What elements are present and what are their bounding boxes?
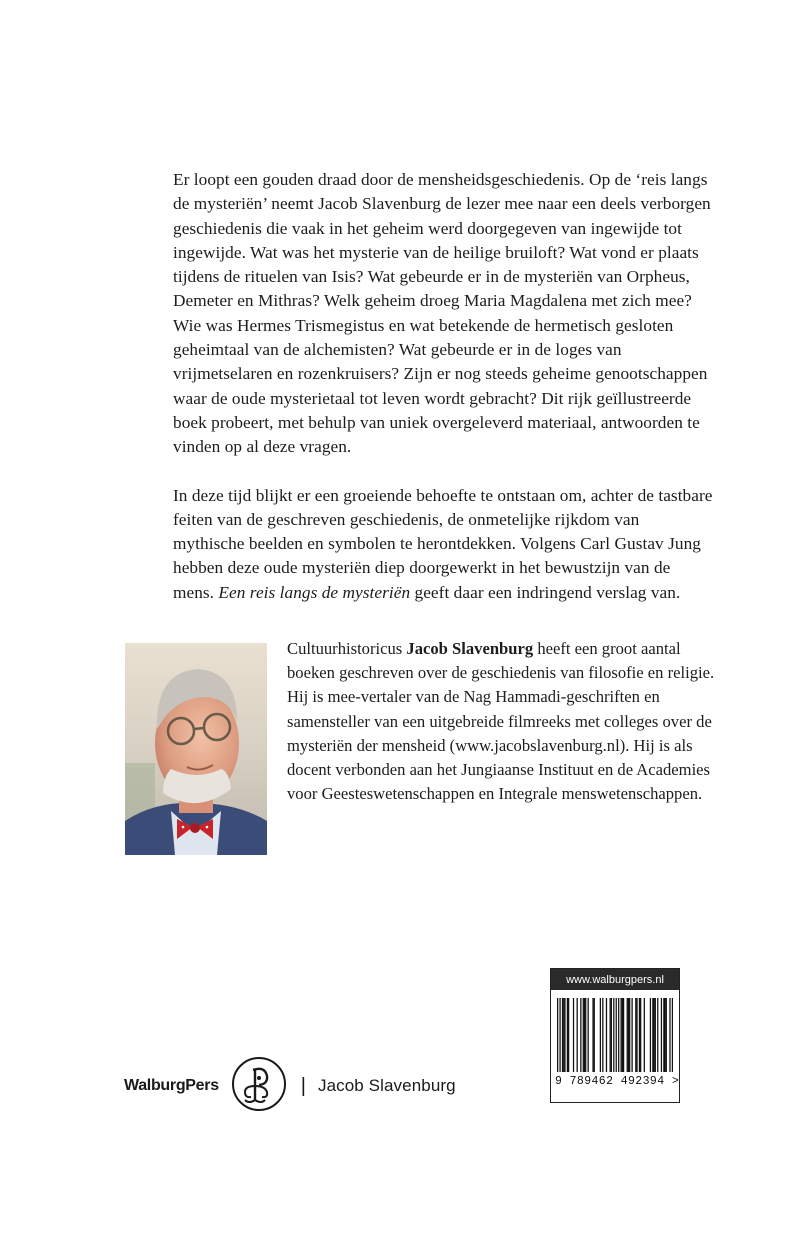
barcode-bar (623, 998, 624, 1072)
barcode-bars (557, 998, 673, 1072)
barcode-bar (606, 998, 607, 1072)
barcode-bar (594, 998, 595, 1072)
barcode-bar (650, 998, 651, 1072)
barcode-bar (568, 998, 569, 1072)
barcode-bar (562, 998, 563, 1072)
publisher-author-name: Jacob Slavenburg (318, 1076, 456, 1095)
barcode-bar (636, 998, 637, 1072)
barcode-bar (577, 998, 578, 1072)
barcode-bar (567, 998, 568, 1072)
barcode-bar (557, 998, 558, 1072)
barcode-bar (583, 998, 584, 1072)
publisher-url: www.walburgpers.nl (551, 969, 679, 990)
author-portrait-illustration (125, 643, 267, 855)
barcode-bar (635, 998, 636, 1072)
barcode-bar (564, 998, 565, 1072)
barcode-bar (610, 998, 611, 1072)
book-title-italic: Een reis langs de mysteriën (218, 582, 411, 602)
barcode-bar (611, 998, 612, 1072)
barcode-bar (669, 998, 670, 1072)
barcode-bar (588, 998, 589, 1072)
publisher-separator: | (300, 1074, 306, 1097)
barcode-bar (580, 998, 581, 1072)
barcode-bar (622, 998, 623, 1072)
blurb-paragraph-2-start: In deze tijd blijkt er een groeiende behoefte te ontstaan om, achter de tastbare feiten van de geschreven geschiedenis, de onmetelijke rijkdom van mythische beelden en symbolen te herontdekken. Volgens Carl Gustav Jung hebben deze oude mysteriën diep doorgewerkt in het bewustzijn van de mens. (173, 485, 713, 602)
author-bio (287, 637, 717, 806)
barcode-bar (620, 998, 621, 1072)
barcode-bar (640, 998, 641, 1072)
barcode-bar (663, 998, 664, 1072)
barcode-bar (613, 998, 614, 1072)
ornamental-p-monogram-icon (231, 1056, 287, 1117)
blurb-paragraph-2-end: geeft daar een indringend verslag van. (410, 582, 681, 602)
barcode-bar (672, 998, 673, 1072)
blurb-paragraph-1: Er loopt een gouden draad door de mensheidsgeschiedenis. Op de ‘reis langs de mysteriën’ neemt Jacob Slavenburg de lezer mee naar een deels verborgen geschiedenis die vaak in het geheim werd doorgegeven van ingewijde tot ingewijde. Wat was het mysterie van de heilige bruiloft? Wat vond er plaats tijdens de rituelen van Isis? Wat gebeurde er in de mysteriën van Orpheus, Demeter en Mithras? Welk geheim droeg Maria Magdalena met zich mee? Wie was Hermes Trismegistus en wat betekende de hermetisch gesloten geheimtaal van de alchemisten? Wat gebeurde er in de loges van vrijmetselaren en rozenkruisers? Zijn er nog steeds geheime genootschappen waar de oude mysterietaal tot leven wordt gebracht? Dit rijk geïllustreerde boek probeert, met behulp van uniek overgeleverd materiaal, antwoorden te vinden op al deze vragen. (173, 170, 711, 457)
barcode-bar (616, 998, 617, 1072)
barcode-bar (664, 998, 665, 1072)
author-bio-rest: heeft een groot aantal boeken geschreven over de geschiedenis van filosofie en religie. Hij is mee-vertaler van de Nag Hammadi-geschriften en samensteller van een uitgebreide filmreeks met colleges over de mysteriën der mensheid (www.jacobslavenburg.nl). Hij is als docent verbonden aan het Jungiaanse Instituut en de Academies voor Geesteswetenschappen en Integrale menswetenschappen. (287, 639, 715, 804)
barcode-bar (563, 998, 564, 1072)
author-bio-prefix: Cultuurhistoricus (287, 639, 407, 658)
barcode-bar (618, 998, 619, 1072)
barcode-bar (629, 998, 630, 1072)
barcode-bar (639, 998, 640, 1072)
barcode-bar (559, 998, 560, 1072)
barcode-bar (585, 998, 586, 1072)
barcode-bar (652, 998, 653, 1072)
back-cover-blurb (173, 168, 713, 605)
barcode-bar (653, 998, 654, 1072)
blurb-paragraph-2 (173, 484, 713, 605)
barcode-bar (661, 998, 662, 1072)
author-photo (125, 643, 267, 855)
isbn-digits: 9 789462 492394 > (555, 1075, 680, 1088)
barcode-bar (602, 998, 603, 1072)
barcode-bar (627, 998, 628, 1072)
barcode-bar (657, 998, 658, 1072)
barcode-bar (655, 998, 656, 1072)
barcode-bar (584, 998, 585, 1072)
isbn-barcode-box (550, 968, 680, 1103)
barcode-bar (666, 998, 667, 1072)
barcode-bar (631, 998, 632, 1072)
publisher-name: WalburgPers (124, 1077, 219, 1094)
barcode-bar (600, 998, 601, 1072)
barcode-bar (644, 998, 645, 1072)
author-name: Jacob Slavenburg (406, 639, 534, 658)
barcode-bar (592, 998, 593, 1072)
publisher-footer (124, 1058, 456, 1114)
barcode-bar (573, 998, 574, 1072)
barcode-bar (628, 998, 629, 1072)
